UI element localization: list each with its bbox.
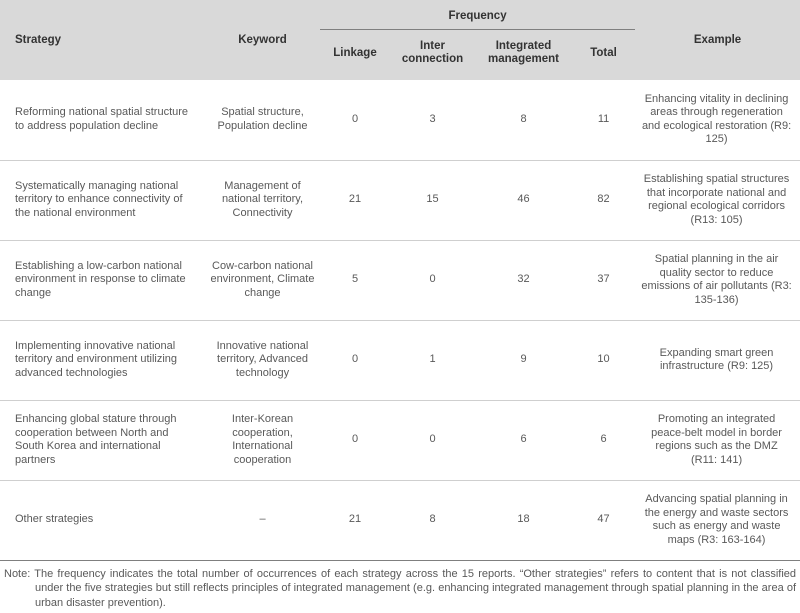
table-row: [0, 160, 800, 240]
col-header-example: Example: [635, 0, 800, 80]
strategy-cell: Establishing a low-carbon national environment in response to climate change: [0, 240, 205, 320]
table-row: [0, 480, 800, 560]
table-row: [0, 320, 800, 400]
strategy-cell: Systematically managing national territory to enhance connectivity of the national environment: [0, 160, 205, 240]
strategy-cell: Implementing innovative national territory and environment utilizing advanced technologies: [0, 320, 205, 400]
integrated-cell: 18: [475, 480, 572, 560]
keyword-cell: Inter-Korean cooperation, International cooperation: [205, 400, 320, 480]
keyword-cell: Cow-carbon national environment, Climate change: [205, 240, 320, 320]
interconnection-cell: 3: [390, 80, 475, 160]
example-cell: Enhancing vitality in declining areas through regeneration and ecological restoration (R9: 125): [635, 80, 800, 160]
interconnection-cell: 1: [390, 320, 475, 400]
table-body: [0, 80, 800, 560]
keyword-cell: Innovative national territory, Advanced technology: [205, 320, 320, 400]
example-cell: Advancing spatial planning in the energy and waste sectors such as energy and waste maps (R3: 163-164): [635, 480, 800, 560]
strategy-cell: Reforming national spatial structure to address population decline: [0, 80, 205, 160]
table-note: Note: The frequency indicates the total number of occurrences of each strategy across the 15 reports. “Other strategies” refers to content that is not classified under the five strategies but still reflects principles of integrated management (e.g. enhancing integrated management through spatial planning in the area of urban disaster prevention).: [4, 567, 796, 609]
table-row: [0, 80, 800, 160]
linkage-cell: 0: [320, 320, 390, 400]
total-cell: 6: [572, 400, 635, 480]
integrated-cell: 32: [475, 240, 572, 320]
strategy-cell: Enhancing global stature through cooperation between North and South Korea and international partners: [0, 400, 205, 480]
example-cell: Promoting an integrated peace-belt model in border regions such as the DMZ (R11: 141): [635, 400, 800, 480]
example-cell: Spatial planning in the air quality sector to reduce emissions of air pollutants (R3: 135-136): [635, 240, 800, 320]
table-row: [0, 240, 800, 320]
total-cell: 37: [572, 240, 635, 320]
keyword-cell: Management of national territory, Connectivity: [205, 160, 320, 240]
interconnection-cell: 0: [390, 240, 475, 320]
interconnection-cell: 15: [390, 160, 475, 240]
total-cell: 10: [572, 320, 635, 400]
col-header-interconnection: Inter connection: [390, 30, 475, 81]
col-header-frequency: Frequency: [320, 0, 635, 30]
integrated-cell: 6: [475, 400, 572, 480]
linkage-cell: 5: [320, 240, 390, 320]
interconnection-cell: 0: [390, 400, 475, 480]
linkage-cell: 21: [320, 480, 390, 560]
integrated-cell: 9: [475, 320, 572, 400]
strategy-cell: Other strategies: [0, 480, 205, 560]
integrated-cell: 46: [475, 160, 572, 240]
example-cell: Expanding smart green infrastructure (R9: 125): [635, 320, 800, 400]
example-cell: Establishing spatial structures that incorporate national and regional ecological corridors (R13: 105): [635, 160, 800, 240]
integrated-cell: 8: [475, 80, 572, 160]
col-header-linkage: Linkage: [320, 30, 390, 81]
col-header-strategy: Strategy: [0, 0, 205, 80]
col-header-keyword: Keyword: [205, 0, 320, 80]
total-cell: 11: [572, 80, 635, 160]
keyword-cell: Spatial structure, Population decline: [205, 80, 320, 160]
table-header: [0, 0, 800, 80]
total-cell: 47: [572, 480, 635, 560]
linkage-cell: 21: [320, 160, 390, 240]
linkage-cell: 0: [320, 400, 390, 480]
keyword-cell: –: [205, 480, 320, 560]
interconnection-cell: 8: [390, 480, 475, 560]
col-header-total: Total: [572, 30, 635, 81]
table-row: [0, 400, 800, 480]
total-cell: 82: [572, 160, 635, 240]
col-header-integrated-management: Integrated management: [475, 30, 572, 81]
linkage-cell: 0: [320, 80, 390, 160]
